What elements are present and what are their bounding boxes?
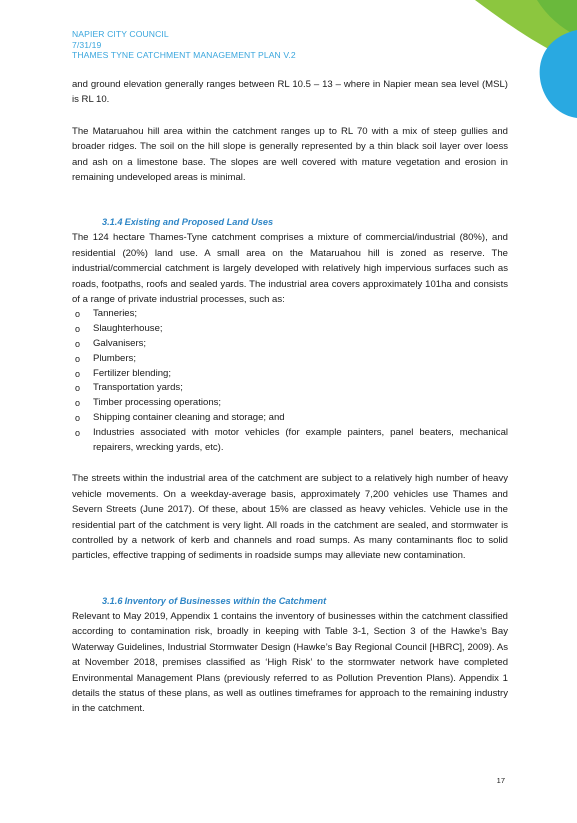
list-item: o Galvanisers;: [72, 337, 508, 352]
paragraph-hill-area: The Mataruahou hill area within the catchment ranges up to RL 70 with a mix of steep gullies and broader ridges. The soil on the hill slope is generally represented by a thin black soil layer over loess and ash on a limestone base. The slopes are well covered with mature vegetation and erosion in remaining undeveloped areas is minimal.: [72, 125, 508, 184]
list-item: o Transportation yards;: [72, 381, 508, 396]
paragraph-land-use: The 124 hectare Thames-Tyne catchment comprises a mixture of commercial/industrial (80%), and residential (20%) land use. A small area on the Mataruahou hill is zoned as reserve. The industrial/commercial catchment is largely developed with relatively high impervious surfaces such as roads, footpaths, roofs and sealed yards. The industrial area covers approximately 101ha and consists of a range of private industrial processes, such as:: [72, 232, 508, 306]
bullet-icon: o: [75, 324, 81, 335]
page-number: 17: [496, 776, 505, 785]
bullet-icon: o: [75, 383, 81, 394]
section-number: 3.1.6: [102, 595, 123, 606]
header-date: 7/31/19: [72, 39, 102, 50]
list-item: o Tanneries;: [72, 307, 508, 322]
bullet-icon: o: [75, 427, 81, 438]
bullet-icon: o: [75, 413, 81, 424]
bullet-icon: o: [75, 368, 81, 379]
paragraph-elevation: and ground elevation generally ranges between RL 10.5 – 13 – where in Napier mean sea level (MSL) is RL 10.: [72, 79, 508, 106]
bullet-icon: o: [75, 398, 81, 409]
list-item: o Slaughterhouse;: [72, 322, 508, 337]
bullet-icon: o: [75, 353, 81, 364]
section-title: Existing and Proposed Land Uses: [124, 217, 274, 228]
list-item: o Fertilizer blending;: [72, 367, 508, 382]
bullet-icon: o: [75, 339, 81, 350]
paragraph-vehicle-movements: The streets within the industrial area of the catchment are subject to a relatively high number of heavy vehicle movements. On a weekday-average basis, approximately 7,200 vehicles use Thames and Severn Streets (June 2017). Of these, about 15% are classed as heavy vehicles. Vehicle use in the residential part of the catchment is very light. All roads in the catchment are sealed, and stormwater is controlled by a network of kerb and channels and road sumps. As many contaminants floc to solid particles, effective trapping of sediments in roadside sumps may alleviate new contamination.: [72, 473, 508, 562]
industrial-process-list: [72, 307, 508, 455]
page-body: [72, 77, 508, 717]
section-number: 3.1.4: [102, 217, 123, 228]
paragraph-business-inventory: Relevant to May 2019, Appendix 1 contains the inventory of businesses within the catchment classified according to contamination risk, broadly in keeping with Table 3-1, Section 3 of the Hawke’s Bay Waterway Guidelines, Industrial Stormwater Design (Hawke’s Bay Regional Council [HBRC], 2009). As at November 2018, premises classified as ‘High Risk’ to the stormwater network have completed Environmental Management Plans (previously referred to as Pollution Prevention Plans). Appendix 1 details the status of these plans, as well as outlines timeframes for approach to the remaining industry in the catchment.: [72, 610, 508, 715]
header-org: NAPIER CITY COUNCIL: [72, 29, 169, 39]
list-item: o Industries associated with motor vehicles (for example painters, panel beaters, mechanical repairers, wrecking yards, etc).: [75, 426, 508, 453]
section-heading-land-uses: [102, 215, 508, 229]
document-header: [72, 29, 296, 61]
list-item: o Timber processing operations;: [72, 396, 508, 411]
section-title: Inventory of Businesses within the Catchment: [124, 595, 327, 606]
list-item: o Shipping container cleaning and storage; and: [72, 411, 508, 426]
header-doc-title: THAMES TYNE CATCHMENT MANAGEMENT PLAN V.2: [72, 50, 296, 61]
section-heading-business-inventory: [102, 594, 508, 608]
list-item: o Plumbers;: [72, 352, 508, 367]
bullet-icon: o: [75, 309, 81, 320]
